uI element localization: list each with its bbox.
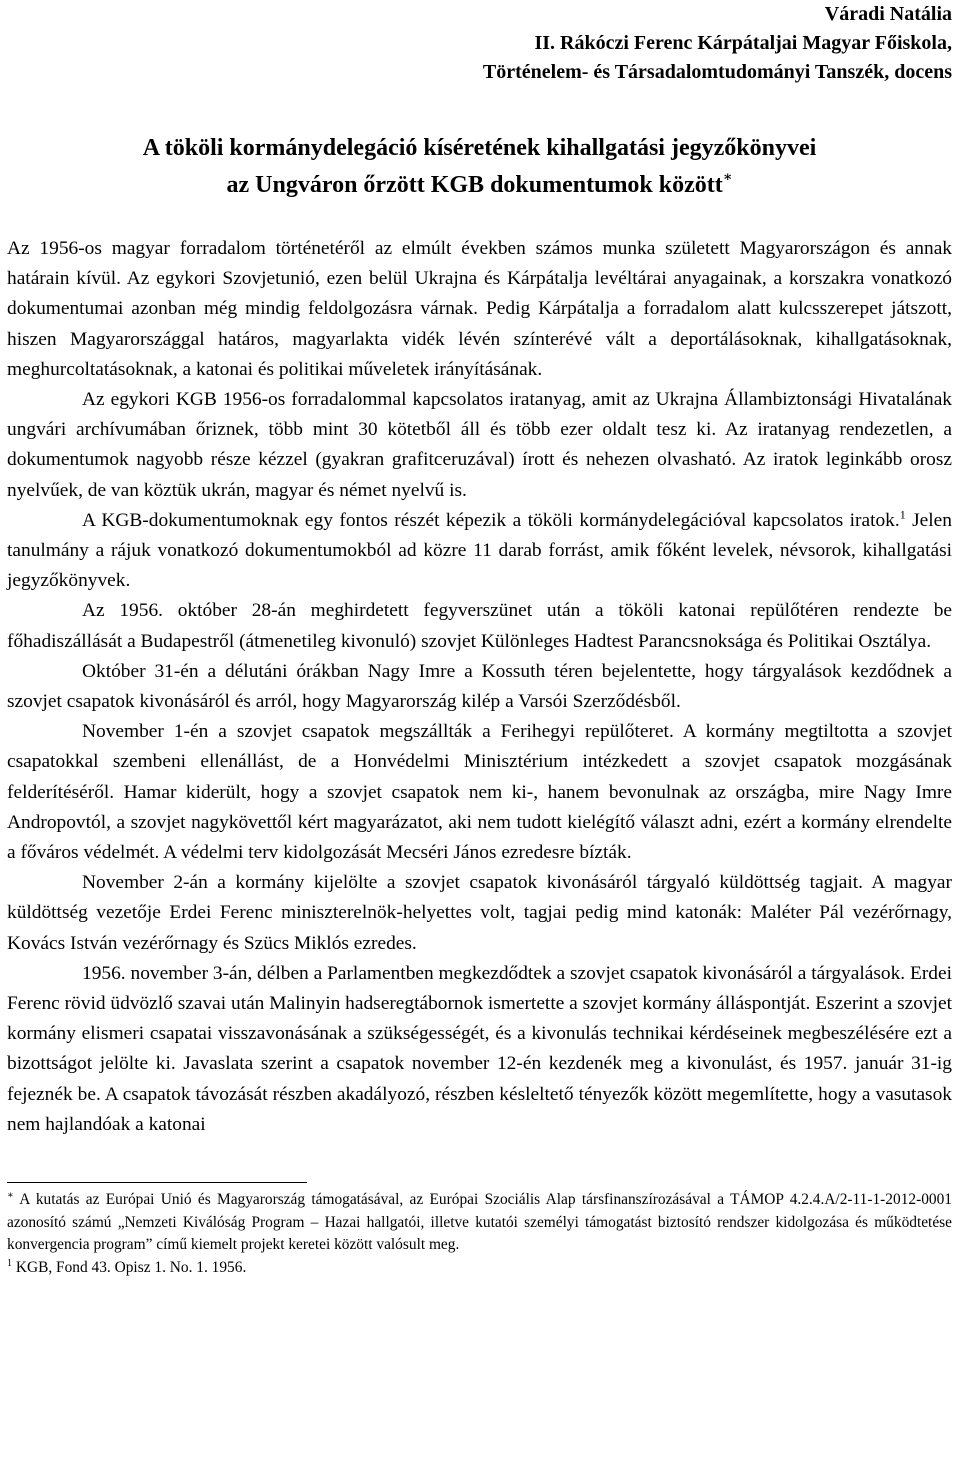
paragraph-7: November 2-án a kormány kijelölte a szovjet csapatok kivonásáról tárgyaló küldöttség tagjait. A magyar küldöttség vezetője Erdei Ferenc miniszterelnök-helyettes volt, tagjai pedig mind katonák: Maléter Pál vezérőrnagy, Kovács István vezérőrnagy és Szücs Miklós ezredes. bbox=[7, 872, 952, 954]
author-name: Váradi Natália bbox=[824, 3, 952, 25]
footnote-1 bbox=[7, 1189, 952, 1257]
paragraph-2: Az egykori KGB 1956-os forradalommal kapcsolatos iratanyag, amit az Ukrajna Állambiztonsági Hivatalának ungvári archívumában őriznek, több mint 30 kötetből áll és több ezer oldalt tesz ki. Az iratanyag rendezetlen, a dokumentumok nagyobb része kézzel (gyakran grafitceruzával) írott és nehezen olvasható. Az iratok leginkább orosz nyelvűek, de van köztük ukrán, magyar és német nyelvű is. bbox=[7, 389, 952, 501]
paragraph-6: November 1-én a szovjet csapatok megszállták a Ferihegyi repülőteret. A kormány megtiltotta a szovjet csapatokkal szembeni ellenállást, de a Honvédelmi Minisztérium intézkedett a szovjet csapatok mozgásának felderítéséről. Hamar kiderült, hogy a szovjet csapatok nem ki-, hanem bevonulnak az országba, mire Nagy Imre Andropovtól, a szovjet nagykövettől kért magyarázatot, aki nem tudott kielégítő választ adni, ezért a kormány elrendelte a főváros védelmét. A védelmi terv kidolgozását Mecséri János ezredesre bízták. bbox=[7, 721, 952, 864]
footnote-2-text: KGB, Fond 43. Opisz 1. No. 1. 1956. bbox=[12, 1258, 247, 1276]
footnote-ref-1: 1 bbox=[899, 507, 906, 522]
footnotes bbox=[7, 1189, 952, 1279]
paragraph-3-rest: Jelen tanulmány a rájuk vonatkozó dokumentumokból ad közre 11 darab forrást, amik főként levelek, névsorok, kihallgatási jegyzőkönyvek. bbox=[7, 509, 952, 592]
paragraph-3 bbox=[7, 506, 952, 597]
footnote-1-marker: ∗ bbox=[7, 1189, 14, 1201]
paragraph-3-start: A KGB-dokumentumoknak egy fontos részét képezik a tököli kormánydelegációval kapcsolatos iratok. bbox=[82, 509, 900, 531]
title-line-1: A tököli kormánydelegáció kíséretének kihallgatási jegyzőkönyvei bbox=[142, 135, 817, 161]
footnote-divider bbox=[7, 1182, 307, 1183]
paragraph-8: 1956. november 3-án, délben a Parlamentben megkezdődtek a szovjet csapatok kivonásáról a tárgyalások. Erdei Ferenc rövid üdvözlő szavai után Malinyin hadseregtábornok ismertette a szovjet kormány álláspontját. Eszerint a szovjet kormány elismeri csapatai visszavonásának a szükségességét, és a kivonulás technikai kérdéseinek megbeszélésére ezt a bizottságot jelölte ki. Javaslata szerint a csapatok november 12-én kezdenék meg a kivonulást, és 1957. január 31-ig fejeznék be. A csapatok távozását részben akadályozó, részben késleltető tényezők között megemlítette, hogy a vasutasok nem hajlandóak a katonai bbox=[7, 962, 952, 1135]
affiliation-line-1: II. Rákóczi Ferenc Kárpátaljai Magyar Főiskola, bbox=[534, 32, 952, 54]
footnote-2 bbox=[7, 1257, 952, 1280]
title-line-2-text: az Ungváron őrzött KGB dokumentumok között bbox=[226, 172, 723, 198]
title-line-2 bbox=[7, 164, 952, 201]
affiliation-line-2: Történelem- és Társadalomtudományi Tanszék, docens bbox=[482, 61, 952, 83]
paragraph-1: Az 1956-os magyar forradalom történetéről az elmúlt években számos munka született Magyarországon és annak határain kívül. Az egykori Szovjetunió, ezen belül Ukrajna és Kárpátalja levéltárai anyagainak, a korszakra vonatkozó dokumentumai azonban még mindig feldolgozásra várnak. Pedig Kárpátalja a forradalom alatt kulcsszerepet játszott, hiszen Magyarországgal határos, magyarlakta vidék lévén színterévé vált a deportálásoknak, kihallgatásoknak, meghurcoltatásoknak, a katonai és politikai műveletek irányításának. bbox=[7, 238, 952, 380]
footnote-1-text: A kutatás az Európai Unió és Magyarország támogatásával, az Európai Szociális Alap társfinanszírozásával a TÁMOP 4.2.4.A/2-11-1-2012-0001 azonosító számú „Nemzeti Kiválóság Program – Hazai hallgatói, illetve kutatói személyi támogatást biztosító rendszer kidolgozása és működtetése konvergencia program” című kiemelt projekt keretei között valósult meg. bbox=[7, 1191, 952, 1254]
paragraph-5: Október 31-én a délutáni órákban Nagy Imre a Kossuth téren bejelentette, hogy tárgyalások kezdődnek a szovjet csapatok kivonásáról és arról, hogy Magyarország kilép a Varsói Szerződésből. bbox=[7, 660, 952, 713]
paragraph-4: Az 1956. október 28-án meghirdetett fegyverszünet után a tököli katonai repülőtéren rendezte be főhadiszállását a Budapestről (átmenetileg kivonuló) szovjet Különleges Hadtest Parancsnoksága és Politikai Osztálya. bbox=[7, 600, 952, 652]
article-body bbox=[7, 234, 952, 1140]
author-block bbox=[7, 0, 952, 87]
article-title bbox=[7, 133, 952, 201]
title-footnote-marker: ∗ bbox=[722, 170, 733, 185]
footnote-2-marker: 1 bbox=[7, 1257, 12, 1269]
